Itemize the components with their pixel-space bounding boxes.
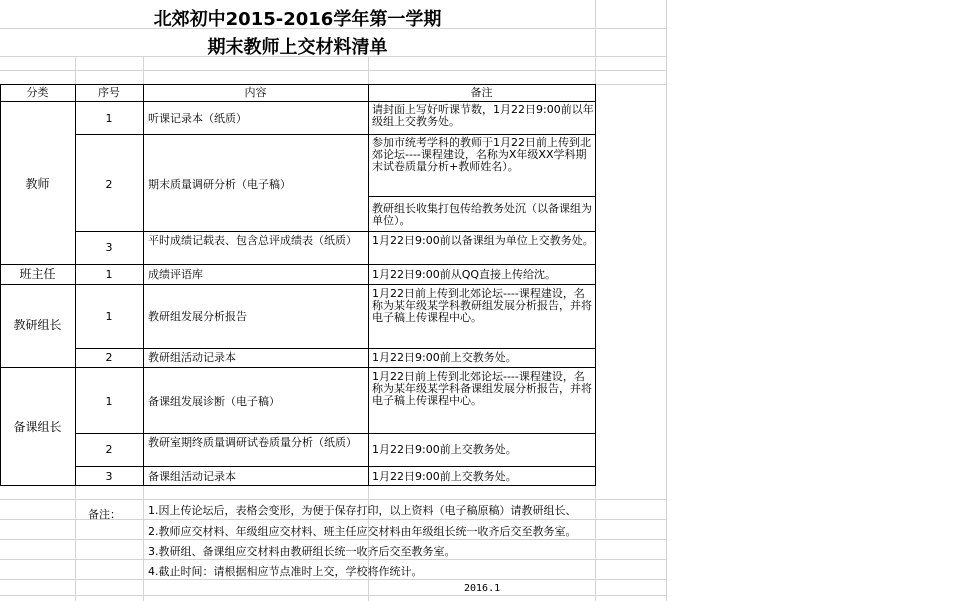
row-number: 3	[105, 241, 113, 254]
category-teacher: 教师	[25, 177, 50, 191]
note-item: 4.截止时间：请根据相应节点准时上交，学校将作统计。	[148, 565, 423, 578]
row-number: 3	[105, 470, 113, 483]
header-remarks: 备注	[470, 86, 493, 99]
row-content: 听课记录本（纸质）	[148, 112, 247, 125]
row-remark-extra: 教研组长收集打包传给教务处沉（以备课组为单位）。	[372, 202, 592, 227]
row-content: 教研室期终质量调研试卷质量分析（纸质）	[148, 436, 357, 449]
row-content: 教研组活动记录本	[148, 351, 236, 364]
row-content: 教研组发展分析报告	[148, 310, 247, 323]
row-number: 1	[105, 112, 113, 125]
row-remark: 1月22日前上传到北郊论坛----课程建设，名称为某年级某学科备课组发展分析报告，并将电子稿上传课程中心。	[372, 370, 592, 407]
row-remark: 请封面上写好听课节数，1月22日9:00前以年级组上交教务处。	[372, 103, 594, 128]
note-item: 1.因上传论坛后，表格会变形，为便于保存打印，以上资料（电子稿原稿）请教研组长、	[148, 504, 577, 517]
header-number: 序号	[98, 86, 120, 99]
category-prep-leader: 备课组长	[13, 420, 62, 434]
row-remark: 1月22日9:00前上交教务处。	[372, 351, 517, 364]
row-number: 2	[105, 351, 113, 364]
header-content: 内容	[244, 86, 267, 99]
row-number: 1	[105, 310, 113, 323]
row-content: 备课组活动记录本	[148, 470, 236, 483]
document-date: 2016.1	[464, 583, 501, 594]
row-number: 2	[105, 443, 113, 456]
row-remark: 1月22日前上传到北郊论坛----课程建设，名称为某年级某学科教研组发展分析报告，并将电子稿上传课程中心。	[372, 287, 592, 324]
page-subtitle: 期末教师上交材料清单	[207, 37, 388, 58]
category-research-leader: 教研组长	[13, 318, 62, 332]
row-remark: 1月22日9:00前上交教务处。	[372, 443, 517, 456]
row-number: 2	[105, 178, 113, 191]
header-category: 分类	[26, 86, 49, 99]
row-content: 期末质量调研分析（电子稿）	[148, 178, 291, 191]
row-remark: 1月22日9:00前上交教务处。	[372, 470, 517, 483]
notes-label: 备注：	[88, 508, 121, 521]
category-class-teacher: 班主任	[19, 267, 56, 281]
note-item: 3.教研组、备课组应交材料由教研组长统一收齐后交至教务室。	[148, 545, 456, 558]
page-title: 北郊初中2015-2016学年第一学期	[153, 9, 442, 30]
row-content: 备课组发展诊断（电子稿）	[148, 395, 280, 408]
row-content: 平时成绩记载表、包含总评成绩表（纸质）	[148, 234, 357, 247]
row-number: 1	[105, 395, 113, 408]
row-remark: 1月22日9:00前以备课组为单位上交教务处。	[372, 234, 594, 247]
row-content: 成绩评语库	[148, 268, 203, 281]
row-number: 1	[105, 268, 113, 281]
row-remark: 参加市统考学科的教师于1月22日前上传到北郊论坛----课程建设，名称为X年级XX学科期末试卷质量分析+教师姓名）。	[372, 136, 591, 173]
row-remark: 1月22日9:00前从QQ直接上传给沈。	[372, 268, 557, 281]
note-item: 2.教师应交材料、年级组应交材料、班主任应交材料由年级组长统一收齐后交至教务室。	[148, 525, 577, 538]
